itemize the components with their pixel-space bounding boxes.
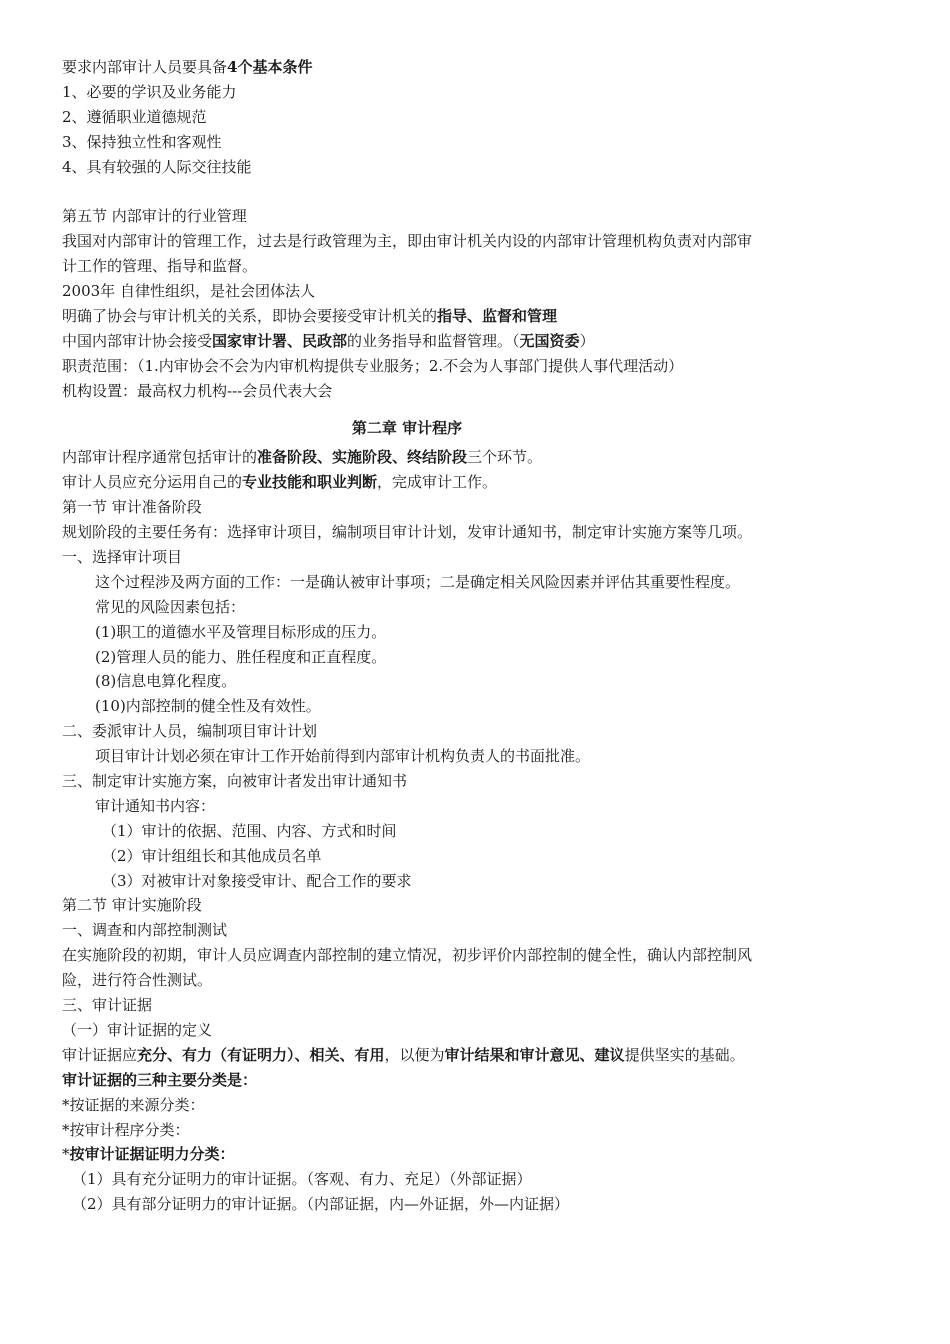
text-span: ，以便为	[384, 1045, 445, 1064]
bold-span: 指导、监督和管理	[437, 306, 558, 325]
list-title: 常见的风险因素包括：	[95, 597, 246, 616]
bold-span: 准备阶段、实施阶段、终结阶段	[257, 448, 468, 467]
list-title: 审计通知书内容：	[95, 796, 216, 815]
evidence-item: （2）具有部分证明力的审计证据。（内部证据，内—外证据，外—内证据）	[72, 1195, 570, 1214]
risk-item: (8)信息电算化程度。	[95, 672, 237, 691]
condition-item: 2、遵循职业道德规范	[62, 107, 207, 126]
paragraph: 规划阶段的主要任务有：选择审计项目，编制项目审计计划，发审计通知书，制定审计实施方案等几项。	[62, 523, 753, 542]
text-span: *	[62, 1145, 70, 1164]
paragraph	[62, 470, 950, 495]
text-span: 内部审计程序通常包括审计的	[62, 448, 258, 467]
text-span: 明确了协会与审计机关的关系，即协会要接受审计机关的	[62, 306, 438, 325]
subheading: （一）审计证据的定义	[62, 1020, 213, 1039]
bold-span: 按审计证据证明力分类：	[69, 1145, 235, 1164]
text-span: 审计证据应	[62, 1045, 138, 1064]
text-span: 审计人员应充分运用自己的	[62, 473, 243, 492]
bold-span: 国家审计署、民政部	[212, 331, 348, 350]
risk-item: (2)管理人员的能力、胜任程度和正直程度。	[95, 647, 387, 666]
text-span: ）	[579, 331, 595, 350]
paragraph	[62, 570, 752, 595]
risk-item: (10)内部控制的健全性及有效性。	[95, 697, 321, 716]
heading: 二、委派审计人员，编制项目审计计划	[62, 722, 318, 741]
heading: 三、制定审计实施方案，向被审计者发出审计通知书	[62, 772, 408, 791]
paragraph	[62, 329, 950, 354]
paragraph	[62, 1043, 752, 1068]
paragraph: 2003年 自律性组织，是社会团体法人	[62, 282, 315, 301]
condition-item: 3、保持独立性和客观性	[62, 132, 222, 151]
intro-bold: 4个基本条件	[227, 58, 313, 76]
spacer	[62, 179, 950, 204]
risk-item: (1)职工的道德水平及管理目标形成的压力。	[95, 622, 387, 641]
paragraph: 项目审计计划必须在审计工作开始前得到内部审计机构负责人的书面批准。	[95, 747, 591, 766]
paragraph: 我国对内部审计的管理工作，过去是行政管理为主，即由审计机关内设的内部审计管理机构负责对内部审计工作的管理、指导和监督。	[62, 232, 753, 276]
section-title: 第一节 审计准备阶段	[62, 498, 202, 517]
text-span: ，完成审计工作。	[377, 473, 498, 492]
paragraph	[62, 445, 950, 470]
section-title: 第五节 内部审计的行业管理	[62, 207, 247, 226]
paragraph: 在实施阶段的初期，审计人员应调查内部控制的建立情况，初步评价内部控制的健全性，确认内部控制风险，进行符合性测试。	[62, 946, 753, 990]
paragraph: 职责范围：（1.内审协会不会为内审机构提供专业服务；2.不会为人事部门提供人事代理活动）	[62, 356, 684, 375]
text-span: 这个过程涉及两方面的工作：一是确认被审计事项；二是确定相关风险因素并评估其重要性程度。	[95, 572, 741, 591]
intro-line	[62, 55, 950, 80]
chapter-title: 第二章 审计程序	[351, 418, 463, 437]
section-title: 第二节 审计实施阶段	[62, 896, 202, 915]
class-item	[62, 1142, 950, 1167]
text-span: 中国内部审计协会接受	[62, 331, 213, 350]
paragraph	[62, 304, 950, 329]
condition-item: 1、必要的学识及业务能力	[62, 82, 237, 101]
bold-span: 专业技能和职业判断	[242, 473, 378, 492]
heading: 三、审计证据	[62, 996, 153, 1015]
bold-heading: 审计证据的三种主要分类是：	[62, 1070, 258, 1089]
bold-span: 充分、有力（有证明力）、相关、有用	[137, 1045, 385, 1064]
class-item: *按审计程序分类：	[62, 1120, 190, 1139]
text-span: 三个环节。	[467, 448, 543, 467]
text-span: 的业务指导和监督管理。（	[347, 331, 520, 350]
condition-item: 4、具有较强的人际交往技能	[62, 157, 252, 176]
bold-span: 无国资委	[519, 331, 580, 350]
intro-text: 要求内部审计人员要具备	[62, 58, 228, 76]
evidence-item: （1）具有充分证明力的审计证据。（客观、有力、充足）（外部证据）	[72, 1170, 532, 1189]
heading: 一、选择审计项目	[62, 547, 183, 566]
paragraph: 机构设置：最高权力机构---会员代表大会	[62, 381, 333, 400]
heading: 一、调查和内部控制测试	[62, 921, 228, 940]
notice-item: （3）对被审计对象接受审计、配合工作的要求	[102, 871, 412, 890]
notice-item: （1）审计的依据、范围、内容、方式和时间	[102, 821, 397, 840]
bold-span: 审计结果和审计意见、建议	[444, 1045, 625, 1064]
notice-item: （2）审计组组长和其他成员名单	[102, 846, 322, 865]
class-item: *按证据的来源分类：	[62, 1095, 205, 1114]
text-span: 提供坚实的基础。	[624, 1045, 745, 1064]
